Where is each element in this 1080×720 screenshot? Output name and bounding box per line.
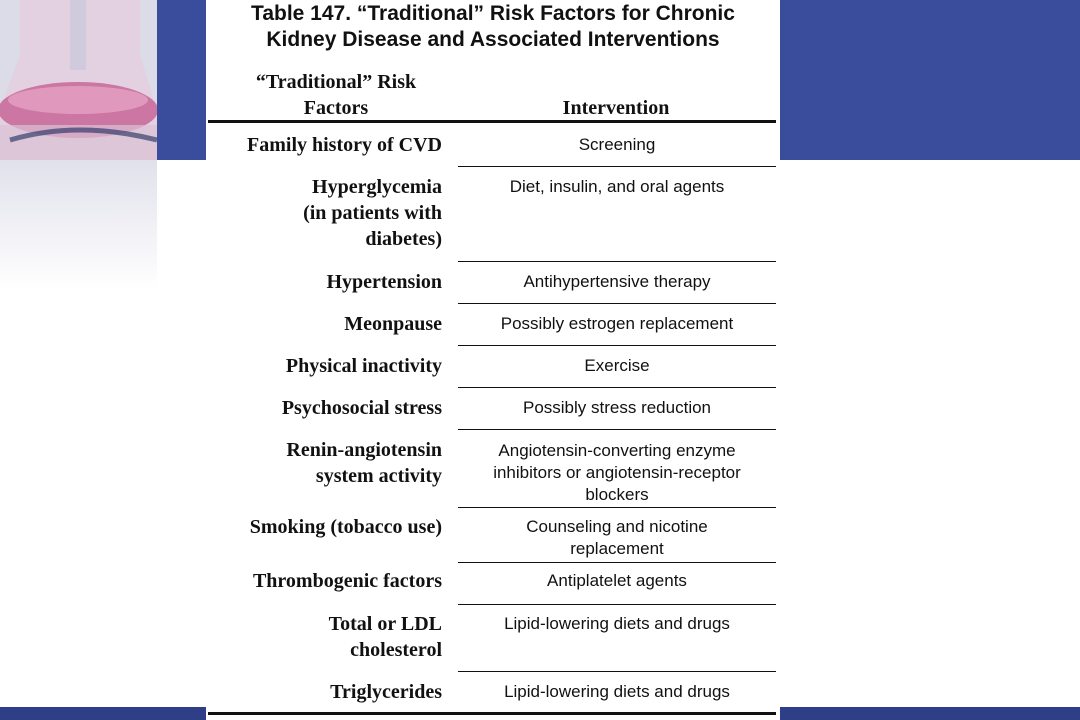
risk-factor-cell: Renin-angiotensin system activity	[286, 439, 442, 487]
intervention-cell: Diet, insulin, and oral agents	[509, 177, 725, 196]
intervention-cell: Counseling and nicotine replacement	[526, 517, 708, 558]
column-header-risk-line1: “Traditional” Risk	[255, 71, 417, 93]
risk-factor-cell: Hypertension	[326, 271, 442, 293]
risk-factor-cell: Meonpause	[344, 313, 442, 335]
column-header-intervention: Intervention	[562, 97, 670, 119]
row-divider	[458, 604, 776, 605]
row-divider	[458, 345, 776, 346]
row-divider	[458, 261, 776, 262]
row-divider	[458, 429, 776, 430]
table-title-line2: Kidney Disease and Associated Interventions	[266, 28, 720, 51]
intervention-cell: Angiotensin-converting enzyme inhibitors or angiotensin-receptor blockers	[493, 441, 741, 504]
flask-icon	[0, 0, 157, 160]
intervention-cell: Lipid-lowering diets and drugs	[504, 682, 730, 701]
risk-factor-cell: Triglycerides	[330, 681, 442, 703]
row-divider	[458, 507, 776, 508]
table-title-line1: Table 147. “Traditional” Risk Factors for Chronic	[251, 2, 735, 25]
risk-factor-cell: Hyperglycemia (in patients with diabetes)	[303, 176, 442, 250]
risk-factor-cell: Smoking (tobacco use)	[249, 516, 442, 538]
flask-image	[0, 0, 157, 160]
header-rule	[208, 120, 776, 123]
row-divider	[458, 166, 776, 167]
intervention-cell: Possibly stress reduction	[522, 398, 712, 417]
risk-factor-cell: Physical inactivity	[285, 355, 442, 377]
intervention-cell: Antiplatelet agents	[547, 571, 687, 590]
intervention-cell: Lipid-lowering diets and drugs	[504, 614, 730, 633]
intervention-cell: Possibly estrogen replacement	[500, 314, 734, 333]
risk-factor-cell: Family history of CVD	[247, 134, 442, 156]
row-divider	[458, 671, 776, 672]
risk-factor-cell: Psychosocial stress	[281, 397, 442, 419]
intervention-cell: Exercise	[584, 356, 650, 375]
flask-reflection	[0, 160, 157, 290]
row-divider	[458, 303, 776, 304]
column-header-risk-line2: Factors	[303, 97, 369, 119]
intervention-cell: Antihypertensive therapy	[523, 272, 711, 291]
table-panel	[206, 0, 780, 720]
row-divider	[458, 562, 776, 563]
risk-factor-cell: Thrombogenic factors	[252, 570, 442, 592]
table-bottom-rule	[208, 712, 776, 715]
intervention-cell: Screening	[578, 135, 656, 154]
row-divider	[458, 387, 776, 388]
risk-factor-cell: Total or LDL cholesterol	[328, 613, 442, 661]
